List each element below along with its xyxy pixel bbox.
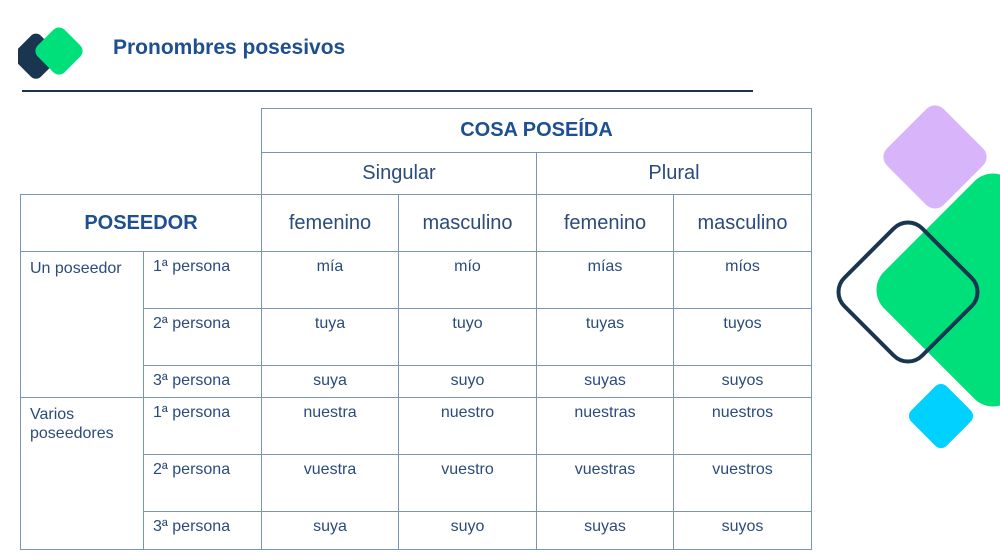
table-cell: míos bbox=[674, 252, 812, 309]
page-title: Pronombres posesivos bbox=[113, 36, 346, 59]
header-femenino-plural: femenino bbox=[537, 195, 674, 252]
table-cell: vuestras bbox=[537, 455, 674, 512]
person-label: 3ª persona bbox=[144, 366, 262, 398]
possessive-pronouns-table bbox=[20, 108, 812, 550]
table-cell: tuyas bbox=[537, 309, 674, 366]
person-label: 1ª persona bbox=[144, 252, 262, 309]
table-cell: suyo bbox=[399, 512, 537, 550]
table-cell: suyos bbox=[674, 366, 812, 398]
table-cell: suya bbox=[262, 512, 399, 550]
table-row bbox=[21, 252, 812, 309]
header-masculino-singular: masculino bbox=[399, 195, 537, 252]
row-group-label: Un poseedor bbox=[21, 252, 144, 398]
table-cell: nuestras bbox=[537, 398, 674, 455]
table-cell: tuyo bbox=[399, 309, 537, 366]
table-cell: nuestros bbox=[674, 398, 812, 455]
header-femenino-singular: femenino bbox=[262, 195, 399, 252]
table-cell: mía bbox=[262, 252, 399, 309]
header-masculino-plural: masculino bbox=[674, 195, 812, 252]
logo-icon bbox=[18, 24, 90, 88]
header-plural: Plural bbox=[537, 153, 812, 195]
empty-corner-cell bbox=[21, 109, 262, 195]
title-divider bbox=[22, 90, 753, 92]
header-poseedor: POSEEDOR bbox=[21, 195, 262, 252]
table-cell: suyas bbox=[537, 512, 674, 550]
person-label: 2ª persona bbox=[144, 455, 262, 512]
table-cell: suya bbox=[262, 366, 399, 398]
table-cell: vuestra bbox=[262, 455, 399, 512]
header-cosa-poseida: COSA POSEÍDA bbox=[262, 109, 812, 153]
decorative-shapes bbox=[810, 100, 1000, 559]
table-cell: mío bbox=[399, 252, 537, 309]
row-group-label: Varios poseedores bbox=[21, 398, 144, 550]
table-cell: suyas bbox=[537, 366, 674, 398]
table-cell: suyo bbox=[399, 366, 537, 398]
person-label: 1ª persona bbox=[144, 398, 262, 455]
table-row bbox=[21, 398, 812, 455]
person-label: 3ª persona bbox=[144, 512, 262, 550]
table-cell: tuya bbox=[262, 309, 399, 366]
table-cell: vuestro bbox=[399, 455, 537, 512]
table-cell: vuestros bbox=[674, 455, 812, 512]
table-cell: nuestra bbox=[262, 398, 399, 455]
cyan-diamond-shape bbox=[906, 381, 977, 452]
table-cell: tuyos bbox=[674, 309, 812, 366]
person-label: 2ª persona bbox=[144, 309, 262, 366]
table-cell: mías bbox=[537, 252, 674, 309]
table-cell: suyos bbox=[674, 512, 812, 550]
header-singular: Singular bbox=[262, 153, 537, 195]
table-cell: nuestro bbox=[399, 398, 537, 455]
